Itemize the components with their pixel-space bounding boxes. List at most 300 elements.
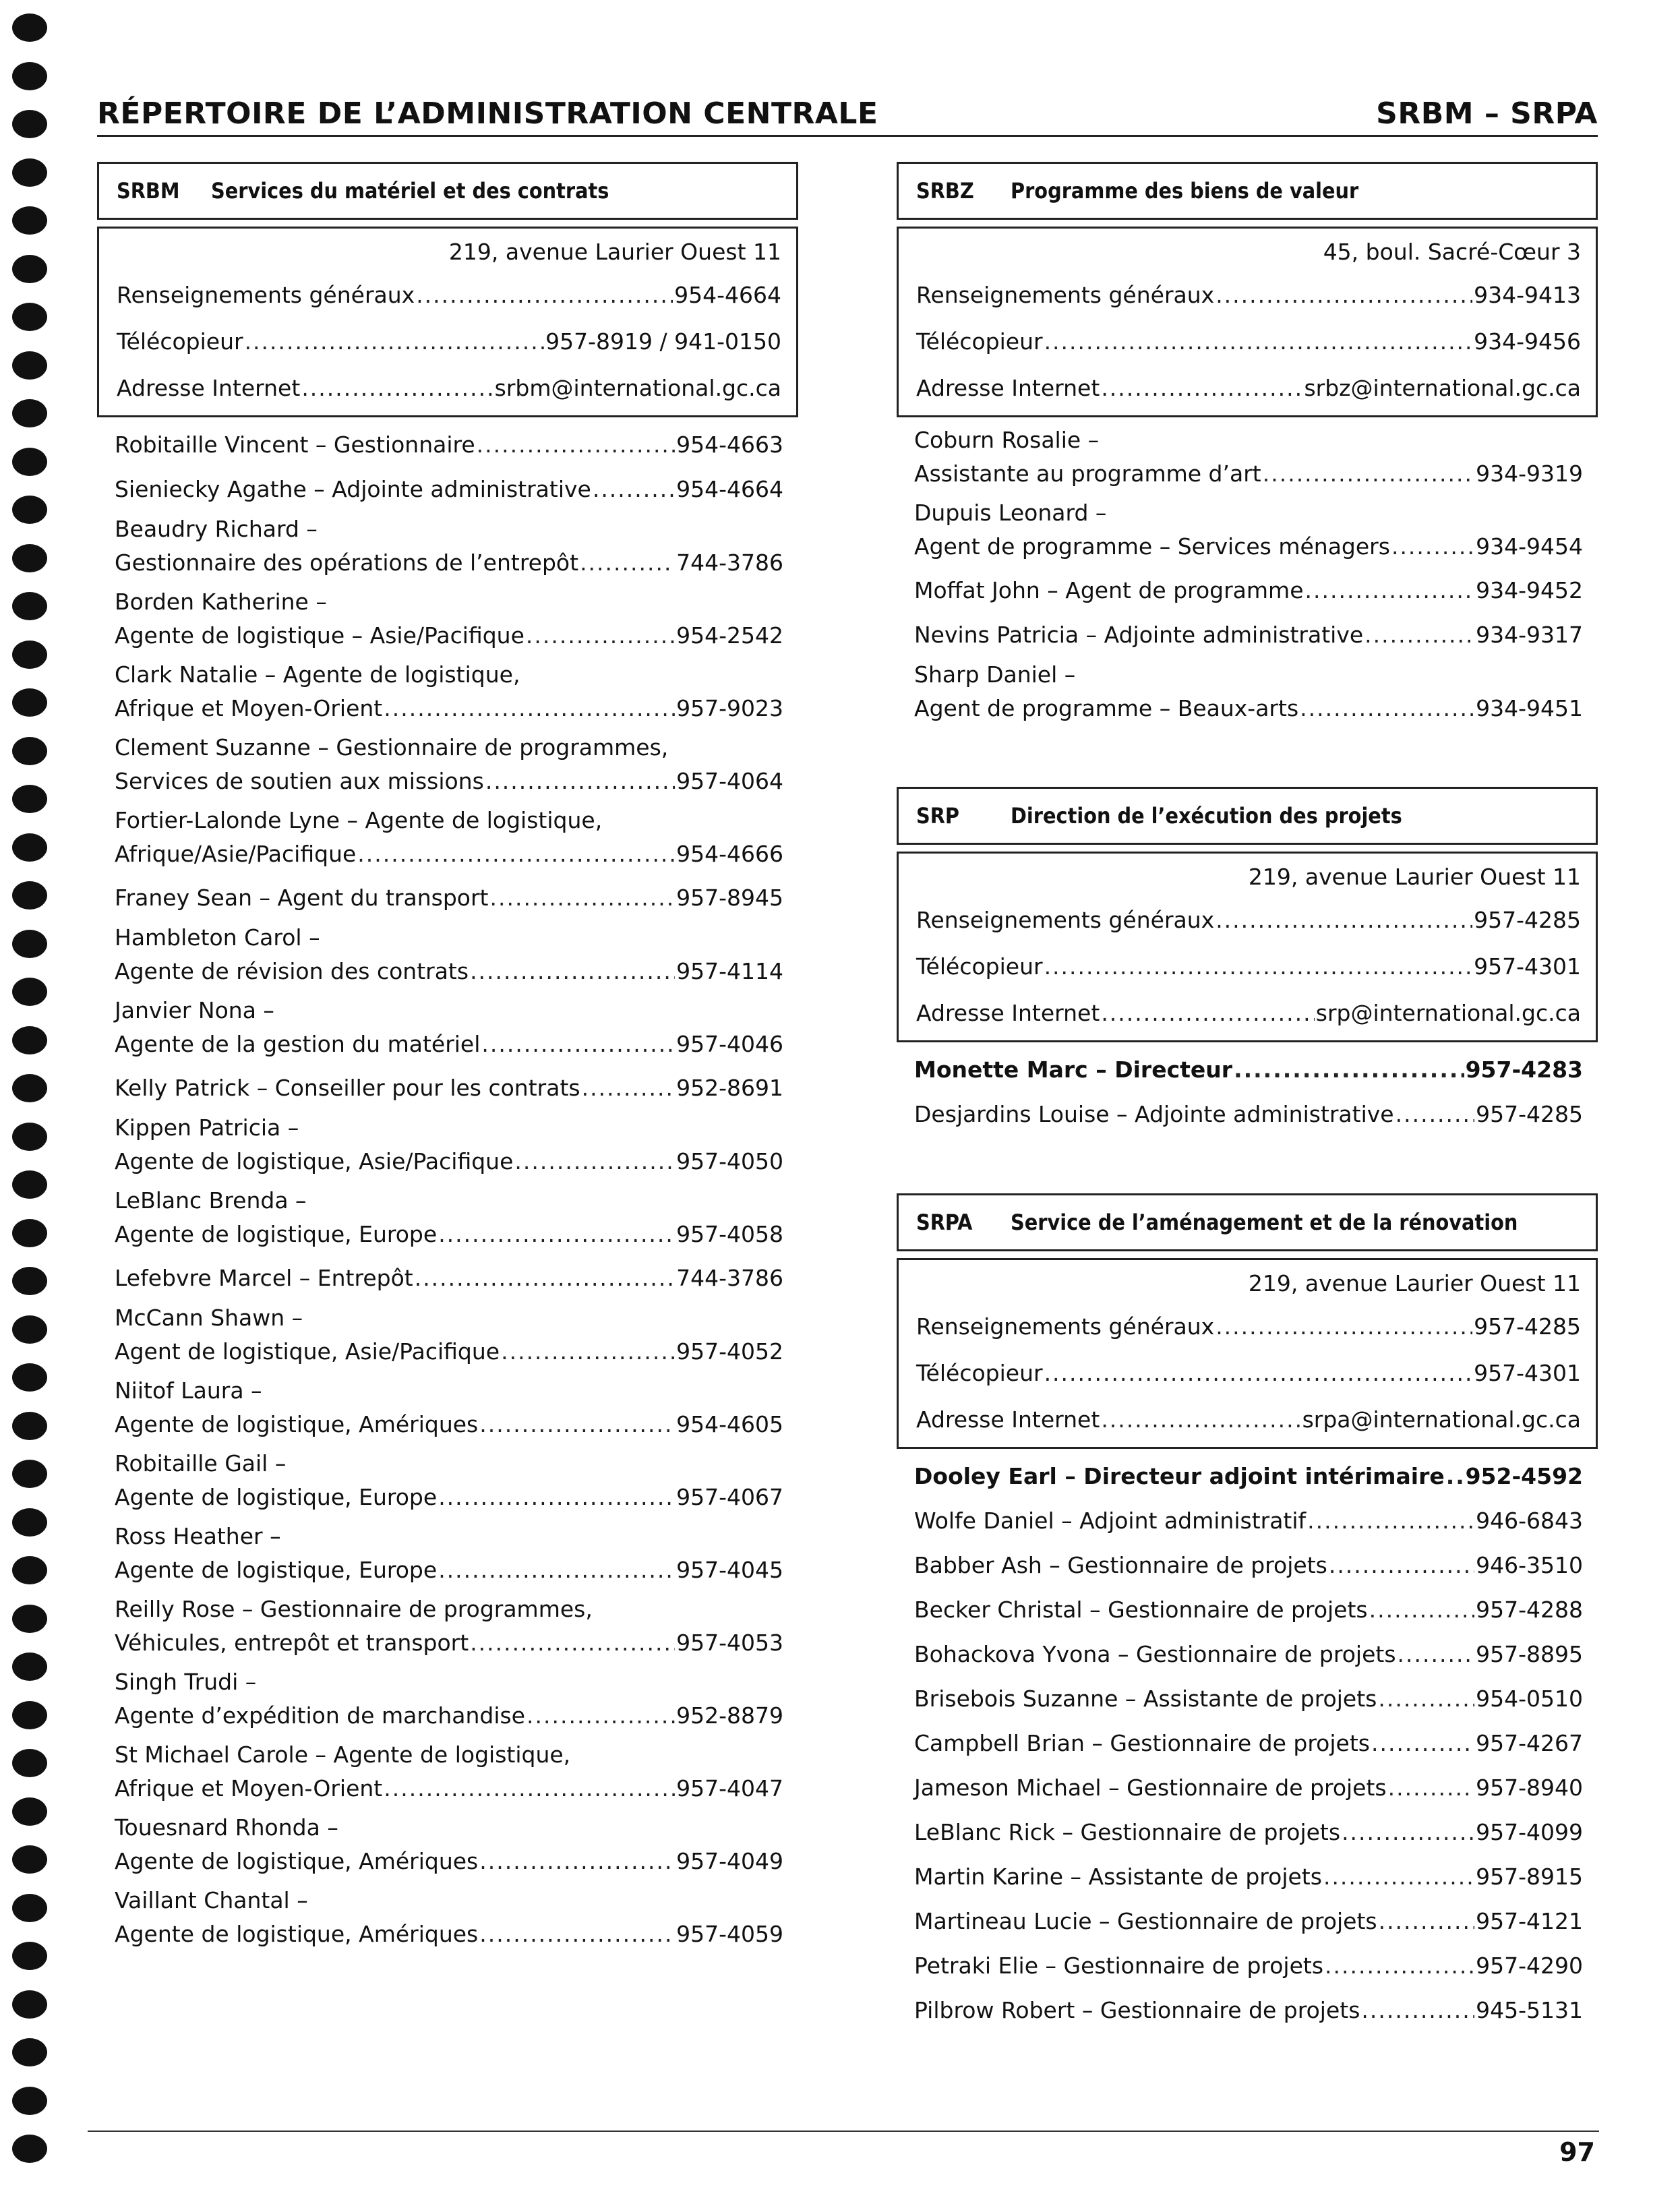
staff-name: Robitaille Gail – (115, 1450, 287, 1477)
dot-leader (1216, 1303, 1472, 1350)
staff-name: Vaillant Chantal – (115, 1887, 308, 1913)
section-code: SRBZ (916, 178, 974, 204)
staff-name: Fortier-Lalonde Lyne – Agente de logistique, (115, 807, 603, 833)
staff-name: Beaudry Richard – (115, 516, 318, 542)
binder-hole-icon (12, 1170, 47, 1199)
row-label: Agente de révision des contrats (115, 958, 469, 984)
directory-title: RÉPERTOIRE DE L’ADMINISTRATION CENTRALE (97, 96, 878, 131)
binder-hole-icon (12, 13, 47, 42)
dot-leader (438, 1218, 675, 1251)
binder-hole-icon (12, 448, 47, 476)
dot-leader (470, 1627, 675, 1659)
binder-hole-icon (12, 978, 47, 1006)
footer-rule (88, 2131, 1599, 2132)
row-value: srbz@international.gc.ca (1304, 375, 1581, 401)
row-label: Services de soutien aux missions (115, 768, 484, 794)
staff-entry (115, 1066, 783, 1110)
binder-hole-icon (12, 2038, 47, 2066)
staff-row (115, 1845, 783, 1883)
dot-leader (489, 876, 675, 920)
binder-hole-icon (12, 399, 47, 427)
staff-entry (115, 803, 783, 876)
contact-box-srp (897, 852, 1598, 1042)
contact-row (916, 365, 1581, 411)
row-label: Renseignements généraux (916, 907, 1215, 933)
staff-entry (115, 1737, 783, 1810)
staff-name: Niitof Laura – (115, 1377, 262, 1404)
contact-row (916, 1396, 1581, 1443)
staff-entry (115, 1883, 783, 1956)
staff-entry (115, 1183, 783, 1256)
staff-name: Hambleton Carol – (115, 924, 320, 951)
dot-leader (1323, 1855, 1474, 1899)
staff-entry (914, 613, 1583, 657)
dot-leader (1371, 1721, 1474, 1766)
section-header-srbm (97, 162, 798, 220)
dot-leader (1305, 568, 1475, 613)
dot-leader (470, 955, 675, 988)
staff-name: Dupuis Leonard – (914, 500, 1107, 526)
row-label: Becker Christal – Gestionnaire de projets (914, 1597, 1368, 1623)
right-column (897, 162, 1598, 2033)
row-label: Monette Marc – Directeur (914, 1056, 1233, 1083)
row-label: Franey Sean – Agent du transport (115, 885, 489, 911)
staff-entry (914, 568, 1583, 613)
dot-leader (1325, 1944, 1474, 1988)
staff-row (115, 876, 783, 920)
row-label: Agente de logistique, Asie/Pacifique (115, 1148, 514, 1174)
binder-hole-icon (12, 1749, 47, 1777)
contact-box-srbm (97, 227, 798, 417)
row-value: 957-4285 (1474, 907, 1581, 933)
row-label: Afrique et Moyen-Orient (115, 1775, 383, 1801)
staff-entry (914, 423, 1583, 496)
section-name: Service de l’aménagement et de la rénovation (1011, 1210, 1518, 1235)
row-value: 957-4301 (1474, 953, 1581, 980)
staff-row (115, 467, 783, 512)
staff-list-srbm (97, 423, 798, 1956)
section-name: Direction de l’exécution des projets (1011, 803, 1402, 829)
binder-hole-icon (12, 1074, 47, 1102)
row-label: Nevins Patricia – Adjointe administrative (914, 622, 1364, 648)
row-value: 957-4064 (676, 768, 783, 794)
address: 219, avenue Laurier Ouest 11 (1248, 864, 1581, 890)
contact-row (916, 897, 1581, 943)
staff-name: Borden Katherine – (115, 589, 327, 615)
row-value: 934-9317 (1476, 622, 1583, 648)
row-label: Martineau Lucie – Gestionnaire de projets (914, 1908, 1377, 1934)
dot-leader (301, 365, 493, 411)
dot-leader (438, 1554, 675, 1586)
staff-row (115, 1408, 783, 1446)
dot-leader (1361, 1988, 1474, 2033)
staff-entry (914, 1944, 1583, 1988)
row-label: Robitaille Vincent – Gestionnaire (115, 431, 475, 458)
row-value: 946-6843 (1476, 1508, 1583, 1534)
dot-leader (501, 1336, 675, 1368)
row-value: 954-4663 (676, 431, 783, 458)
binder-hole-icon (12, 62, 47, 90)
contact-row (916, 1303, 1581, 1350)
row-value: 954-4666 (676, 841, 783, 867)
row-label: Télécopieur (117, 328, 243, 355)
staff-name: McCann Shawn – (115, 1305, 303, 1331)
binder-hole-icon (12, 1363, 47, 1392)
staff-name: Janvier Nona – (115, 997, 274, 1023)
dot-leader (582, 1066, 676, 1110)
staff-row (914, 613, 1583, 657)
row-label: Adresse Internet (916, 1000, 1100, 1026)
staff-row (115, 1773, 783, 1810)
address: 45, boul. Sacré-Cœur 3 (1323, 239, 1581, 265)
dot-leader (485, 765, 675, 798)
binder-hole-icon (12, 1652, 47, 1681)
staff-name: Sharp Daniel – (914, 661, 1076, 688)
staff-entry (115, 585, 783, 657)
binder-hole-icon (12, 206, 47, 235)
staff-row (914, 458, 1583, 496)
staff-row (115, 692, 783, 730)
staff-row (115, 838, 783, 876)
staff-row (115, 547, 783, 585)
binder-hole-icon (12, 2135, 47, 2163)
staff-entry (914, 1092, 1583, 1137)
row-value: 957-4285 (1476, 1101, 1583, 1127)
section-range: SRBM – SRPA (1376, 96, 1598, 131)
binder-hole-icon (12, 1797, 47, 1826)
row-value: 954-4605 (676, 1411, 783, 1437)
staff-entry (115, 1110, 783, 1183)
staff-row (914, 1899, 1583, 1944)
row-label: Gestionnaire des opérations de l’entrepôt (115, 549, 579, 576)
row-label: Agente de logistique, Europe (115, 1221, 438, 1247)
row-label: Télécopieur (916, 328, 1043, 355)
staff-row (914, 1543, 1583, 1588)
staff-name: Clement Suzanne – Gestionnaire de programmes, (115, 734, 669, 761)
dot-leader (384, 1773, 675, 1805)
binder-hole-icon (12, 1556, 47, 1584)
binder-hole-icon (12, 785, 47, 813)
row-label: Jameson Michael – Gestionnaire de projets (914, 1775, 1387, 1801)
dot-leader (580, 547, 675, 579)
row-value: 957-4114 (676, 958, 783, 984)
binder-hole-icon (12, 1315, 47, 1344)
binder-hole-icon (12, 1605, 47, 1633)
dot-leader (479, 1408, 675, 1441)
row-label: Petraki Elie – Gestionnaire de projets (914, 1953, 1324, 1979)
staff-row (115, 1066, 783, 1110)
staff-list-srp (897, 1048, 1598, 1137)
row-value: 957-4267 (1476, 1730, 1583, 1756)
dot-leader (384, 692, 675, 725)
contact-row (916, 1350, 1581, 1396)
dot-leader (1379, 1899, 1475, 1944)
staff-entry (115, 423, 783, 467)
staff-row (115, 1700, 783, 1737)
staff-row (914, 692, 1583, 730)
address: 219, avenue Laurier Ouest 11 (448, 239, 781, 265)
row-value: 952-4592 (1465, 1463, 1583, 1489)
binder-hole-icon (12, 833, 47, 862)
staff-row (115, 1028, 783, 1066)
staff-row (115, 1554, 783, 1592)
binder-hole-icon (12, 255, 47, 283)
row-label: Agent de logistique, Asie/Pacifique (115, 1338, 500, 1365)
row-value: 957-4283 (1465, 1056, 1583, 1083)
row-value: 957-8915 (1476, 1864, 1583, 1890)
staff-entry (914, 1766, 1583, 1810)
dot-leader (416, 272, 673, 318)
binder-hole-icon (12, 641, 47, 669)
row-value: 957-4290 (1476, 1953, 1583, 1979)
staff-entry (115, 993, 783, 1066)
row-label: Adresse Internet (117, 375, 301, 401)
staff-row (115, 423, 783, 467)
contact-row (916, 990, 1581, 1036)
staff-row (914, 1677, 1583, 1721)
binder-hole-icon (12, 1267, 47, 1295)
staff-row (914, 1092, 1583, 1137)
row-value: 957-4046 (676, 1031, 783, 1057)
binder-hole-icon (12, 1942, 47, 1970)
staff-entry (914, 1454, 1583, 1499)
staff-row (115, 765, 783, 803)
row-label: Brisebois Suzanne – Assistante de projets (914, 1686, 1377, 1712)
section-header-srpa (897, 1193, 1598, 1251)
row-label: Adresse Internet (916, 1406, 1100, 1433)
staff-row (914, 1454, 1583, 1499)
binder-holes (12, 13, 50, 2184)
dot-leader (245, 318, 545, 365)
staff-row (914, 531, 1583, 568)
staff-entry (914, 1677, 1583, 1721)
dot-leader (1369, 1588, 1474, 1632)
dot-leader (526, 620, 675, 652)
row-label: Agente de logistique, Amériques (115, 1921, 479, 1947)
row-value: 957-8945 (676, 885, 783, 911)
staff-entry (115, 1446, 783, 1519)
staff-row (914, 1499, 1583, 1543)
binder-hole-icon (12, 1894, 47, 1922)
row-value: 744-3786 (676, 549, 783, 576)
staff-row (914, 1766, 1583, 1810)
contact-row (117, 318, 781, 365)
row-label: Télécopieur (916, 953, 1043, 980)
staff-row (115, 955, 783, 993)
dot-leader (1101, 1396, 1300, 1443)
contact-row (117, 272, 781, 318)
staff-entry (914, 1632, 1583, 1677)
row-value: 957-4301 (1474, 1360, 1581, 1386)
row-label: Renseignements généraux (916, 1313, 1215, 1340)
staff-entry (914, 1810, 1583, 1855)
row-label: Véhicules, entrepôt et transport (115, 1630, 469, 1656)
staff-row (914, 1588, 1583, 1632)
contact-row (117, 365, 781, 411)
row-value: 957-4059 (676, 1921, 783, 1947)
dot-leader (1101, 365, 1302, 411)
row-label: Desjardins Louise – Adjointe administrative (914, 1101, 1394, 1127)
dot-leader (514, 1145, 675, 1178)
staff-row (914, 1632, 1583, 1677)
dot-leader (593, 467, 675, 512)
section-code: SRPA (916, 1210, 973, 1235)
row-value: 934-9454 (1476, 533, 1583, 560)
staff-row (914, 1988, 1583, 2033)
row-label: Agente de logistique, Amériques (115, 1848, 479, 1874)
staff-entry (115, 876, 783, 920)
staff-entry (914, 496, 1583, 568)
row-value: 957-8919 / 941-0150 (545, 328, 781, 355)
dot-leader (1396, 1092, 1475, 1137)
contact-box-srpa (897, 1258, 1598, 1449)
dot-leader (1329, 1543, 1474, 1588)
row-value: 934-9452 (1476, 577, 1583, 603)
row-label: Moffat John – Agent de programme (914, 577, 1304, 603)
binder-hole-icon (12, 2087, 47, 2115)
contact-row (916, 943, 1581, 990)
section-code: SRP (916, 803, 959, 829)
staff-row (115, 1481, 783, 1519)
staff-entry (914, 1899, 1583, 1944)
row-label: Adresse Internet (916, 375, 1100, 401)
row-value: 952-8879 (676, 1702, 783, 1729)
page-number: 97 (1559, 2137, 1595, 2167)
staff-row (914, 568, 1583, 613)
staff-entry (115, 467, 783, 512)
staff-entry (115, 1592, 783, 1665)
row-value: 957-4053 (676, 1630, 783, 1656)
binder-hole-icon (12, 110, 47, 138)
dot-leader (1101, 990, 1314, 1036)
row-value: 957-8940 (1476, 1775, 1583, 1801)
staff-row (914, 1855, 1583, 1899)
row-value: 952-8691 (676, 1075, 783, 1101)
staff-row (115, 1336, 783, 1373)
staff-entry (914, 1721, 1583, 1766)
row-value: 957-4099 (1476, 1819, 1583, 1845)
staff-row (914, 1810, 1583, 1855)
dot-leader (1446, 1454, 1464, 1499)
row-label: Agent de programme – Beaux-arts (914, 695, 1299, 721)
row-label: Agente de logistique – Asie/Pacifique (115, 622, 524, 649)
staff-entry (115, 1519, 783, 1592)
row-label: Agente de logistique, Amériques (115, 1411, 479, 1437)
staff-entry (914, 1855, 1583, 1899)
row-label: Agent de programme – Services ménagers (914, 533, 1390, 560)
dot-leader (1044, 943, 1473, 990)
binder-hole-icon (12, 737, 47, 765)
binder-hole-icon (12, 496, 47, 524)
row-value: 957-4050 (676, 1148, 783, 1174)
binder-hole-icon (12, 1845, 47, 1874)
staff-row (115, 1256, 783, 1301)
binder-hole-icon (12, 158, 47, 187)
row-value: 744-3786 (676, 1265, 783, 1291)
dot-leader (1364, 613, 1474, 657)
dot-leader (1388, 1766, 1475, 1810)
row-label: Assistante au programme d’art (914, 460, 1261, 487)
row-value: 945-5131 (1476, 1997, 1583, 2023)
binder-hole-icon (12, 1460, 47, 1488)
row-value: 954-4664 (674, 282, 781, 308)
section-header-srbz (897, 162, 1598, 220)
staff-row (115, 1918, 783, 1956)
staff-entry (914, 1543, 1583, 1588)
row-value: 957-4121 (1476, 1908, 1583, 1934)
staff-name: St Michael Carole – Agente de logistique, (115, 1741, 571, 1768)
row-value: 946-3510 (1476, 1552, 1583, 1578)
staff-row (115, 620, 783, 657)
row-value: 957-4045 (676, 1557, 783, 1583)
row-value: srp@international.gc.ca (1315, 1000, 1581, 1026)
row-value: 957-4058 (676, 1221, 783, 1247)
dot-leader (438, 1481, 675, 1514)
row-value: 954-4664 (676, 476, 783, 502)
dot-leader (1300, 692, 1474, 725)
staff-entry (115, 1256, 783, 1301)
staff-name: Coburn Rosalie – (914, 427, 1100, 453)
row-label: Sieniecky Agathe – Adjointe administrative (115, 476, 591, 502)
row-value: 957-4288 (1476, 1597, 1583, 1623)
binder-hole-icon (12, 930, 47, 958)
staff-name: Kippen Patricia – (115, 1114, 299, 1141)
row-label: Babber Ash – Gestionnaire de projets (914, 1552, 1327, 1578)
row-value: 954-2542 (676, 622, 783, 649)
row-label: Agente de logistique, Europe (115, 1557, 438, 1583)
binder-hole-icon (12, 1412, 47, 1440)
row-value: 957-4047 (676, 1775, 783, 1801)
address: 219, avenue Laurier Ouest 11 (1248, 1270, 1581, 1297)
row-label: Agente de logistique, Europe (115, 1484, 438, 1510)
staff-name: Ross Heather – (115, 1523, 281, 1549)
binder-hole-icon (12, 1508, 47, 1537)
row-label: Renseignements généraux (117, 282, 415, 308)
left-column (97, 162, 798, 1956)
dot-leader (527, 1700, 675, 1732)
row-value: 957-8895 (1476, 1641, 1583, 1667)
section-header-srp (897, 787, 1598, 845)
row-label: Bohackova Yvona – Gestionnaire de projets (914, 1641, 1396, 1667)
dot-leader (479, 1845, 675, 1878)
row-label: Pilbrow Robert – Gestionnaire de projets (914, 1997, 1360, 2023)
staff-name: Clark Natalie – Agente de logistique, (115, 661, 520, 688)
staff-row (914, 1944, 1583, 1988)
dot-leader (481, 1028, 675, 1061)
section-name: Services du matériel et des contrats (211, 178, 609, 204)
row-label: Télécopieur (916, 1360, 1043, 1386)
dot-leader (357, 838, 675, 870)
row-value: srpa@international.gc.ca (1302, 1406, 1581, 1433)
staff-entry (914, 1048, 1583, 1092)
row-label: Agente de la gestion du matériel (115, 1031, 481, 1057)
dot-leader (415, 1256, 675, 1301)
staff-name: Singh Trudi – (115, 1669, 257, 1695)
dot-leader (1398, 1632, 1475, 1677)
binder-hole-icon (12, 544, 47, 572)
contact-row (916, 318, 1581, 365)
row-value: 957-4049 (676, 1848, 783, 1874)
row-value: 934-9319 (1476, 460, 1583, 487)
row-label: Afrique et Moyen-Orient (115, 695, 383, 721)
staff-name: LeBlanc Brenda – (115, 1187, 307, 1214)
staff-list-srpa (897, 1454, 1598, 2033)
staff-entry (115, 920, 783, 993)
row-value: srbm@international.gc.ca (494, 375, 781, 401)
staff-entry (914, 1499, 1583, 1543)
binder-hole-icon (12, 1123, 47, 1151)
dot-leader (1391, 531, 1474, 563)
